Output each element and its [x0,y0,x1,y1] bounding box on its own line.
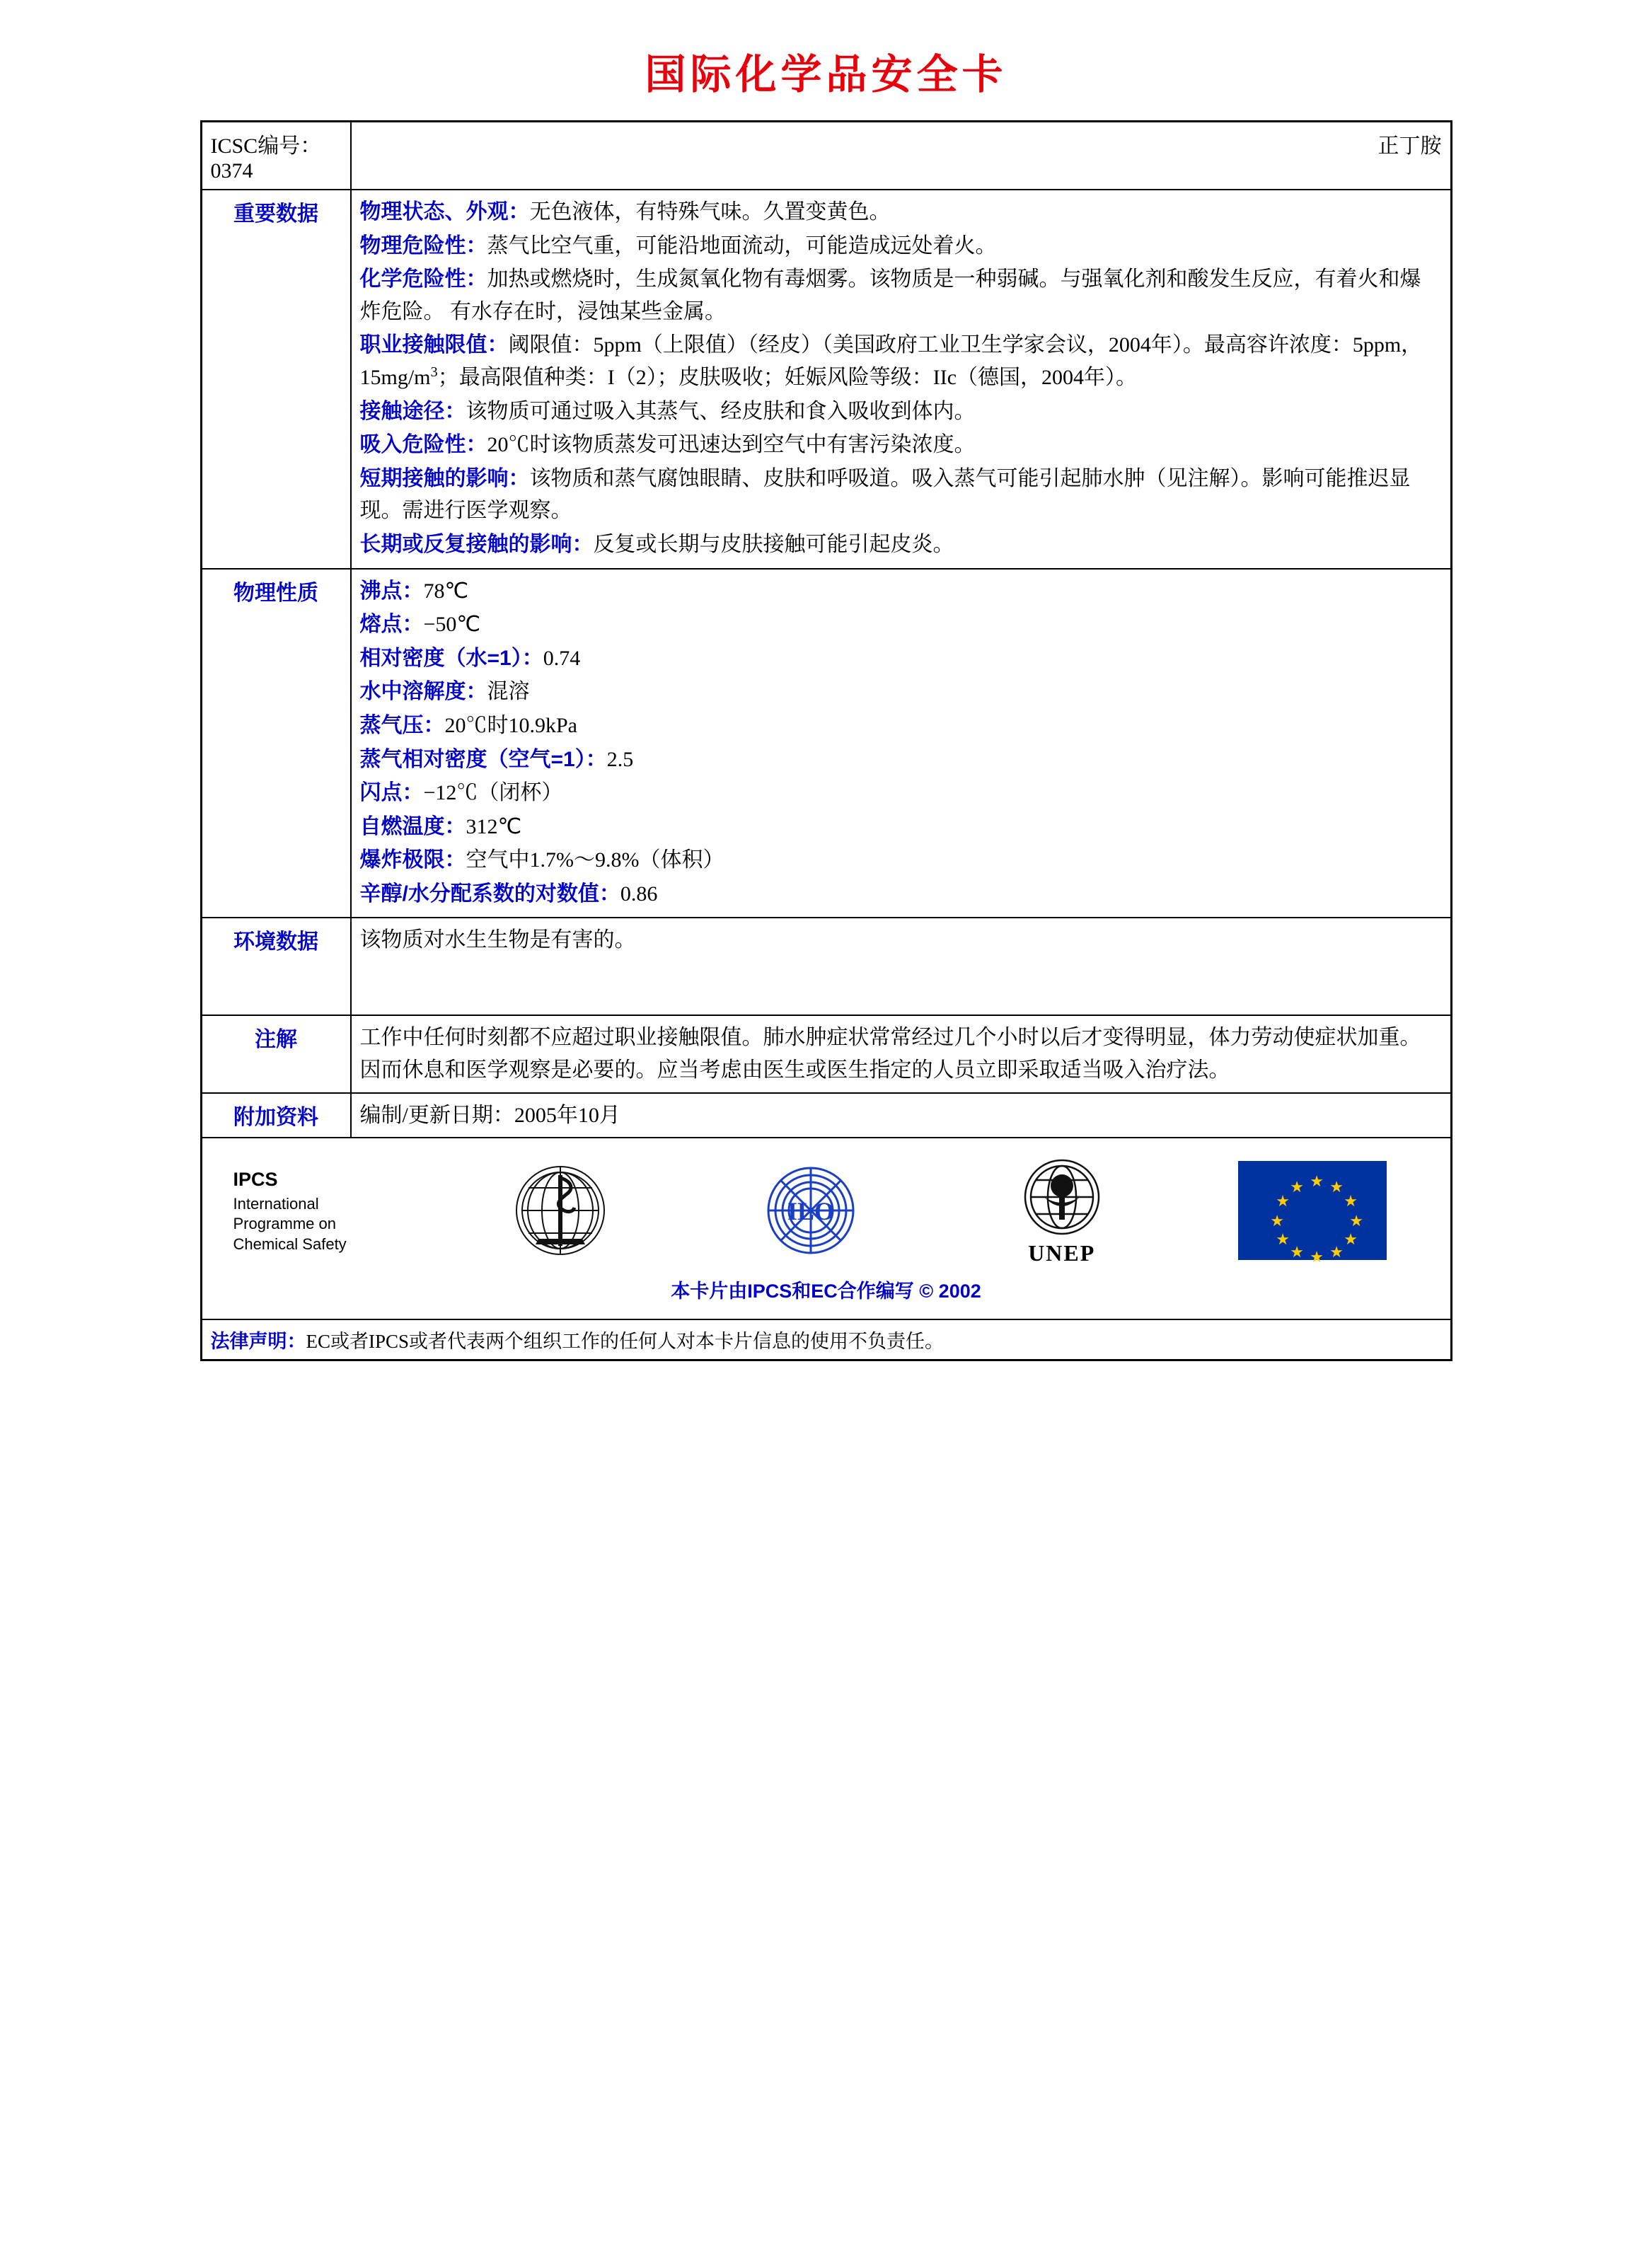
item-text: 蒸气比空气重，可能沿地面流动，可能造成远处着火。 [487,233,997,258]
credit-line: 本卡片由IPCS和EC合作编写 © 2002 [671,1281,981,1302]
item-label: 化学危险性： [359,267,487,291]
item-chemical-hazards [360,263,1442,328]
ipcs-subtitle-line3: Chemical Safety [233,1235,347,1253]
prop-label: 蒸气相对密度（空气=1）： [359,747,607,771]
ipcs-subtitle-line2: Programme on [233,1215,337,1233]
prop-value: 混溶 [487,680,530,704]
svg-text:ILO: ILO [787,1197,835,1226]
item-physical-hazards [360,230,1442,262]
item-text: 阈限值：5ppm（上限值）（经皮）（美国政府工业卫生学家会议，2004年）。最高容许浓度：5ppm，$15mg/m^3$；最高限值种类：I（2）；皮肤吸收；妊娠风险等级：IIc（德国，2004年）。 [359,333,1423,389]
prop-value: 0.74 [543,646,581,670]
page-title: 国际化学品安全卡 [645,52,1007,98]
legal-text: EC或者IPCS或者代表两个组织工作的任何人对本卡片信息的使用不负责任。 [306,1331,945,1353]
prop-relative-density [360,642,1442,675]
ipcs-subtitle-line1: International [233,1195,319,1213]
prop-value: 空气中1.7%～9.8%（体积） [466,848,724,872]
prop-label: 闪点： [359,781,424,805]
item-text: 该物质和蒸气腐蚀眼睛、皮肤和呼吸道。吸入蒸气可能引起肺水肿（见注解）。影响可能推迟显现。需进行医学观察。 [359,466,1411,523]
icsc-number: 0374 [210,159,253,183]
item-label: 职业接触限值： [359,333,509,357]
prop-melting-point [360,608,1442,641]
prop-label: 相对密度（水=1）： [359,646,543,670]
unep-logo-icon [1002,1155,1122,1243]
additional-info-content: 编制/更新日期：2005年10月 [351,1093,1450,1138]
ilo-logo-slot [689,1157,933,1264]
footer-logos-cell [202,1138,1450,1319]
environmental-data-row [202,918,1450,1015]
card-header-row [202,122,1450,190]
eu-flag-icon: ★ ★ ★ ★ ★ ★ ★ ★ ★ ★ ★ ★ [1238,1161,1387,1260]
item-text: 20℃时该物质蒸发可迅速达到空气中有害污染浓度。 [487,433,976,457]
physical-properties-row [202,569,1450,918]
prop-explosive-limits [360,844,1442,877]
prop-label: 蒸气压： [359,713,445,737]
prop-value: −12℃（闭杯） [423,781,563,805]
prop-water-solubility [360,676,1442,708]
logo-row [202,1138,1450,1319]
item-label: 长期或反复接触的影响： [359,532,594,556]
item-text: 该物质可通过吸入其蒸气、经皮肤和食入吸收到体内。 [466,399,976,423]
item-long-term-effects [360,528,1442,561]
item-label: 物理危险性： [359,233,487,258]
prop-label: 自燃温度： [359,814,466,838]
safety-card-table [202,122,1450,1359]
item-label: 接触途径： [359,399,466,423]
prop-vapour-density [360,744,1442,776]
prop-label: 爆炸极限： [359,848,466,872]
item-physical-state [360,196,1442,229]
prop-logpow [360,878,1442,911]
prop-value: 312℃ [466,814,522,838]
item-occupational-limits [360,329,1442,393]
icsc-label: ICSC编号： [210,134,322,158]
eu-flag-slot [1191,1161,1435,1266]
environmental-data-label: 环境数据 [202,918,351,1015]
ipcs-block [218,1167,432,1254]
environmental-data-content: 该物质对水生生物是有害的。 [351,918,1450,1015]
additional-info-label: 附加资料 [202,1093,351,1138]
safety-card [200,120,1452,1361]
legal-notice [202,1319,1450,1359]
item-label: 吸入危险性： [359,433,487,457]
prop-vapour-pressure [360,710,1442,742]
legal-label: 法律声明： [210,1331,306,1353]
logo-band [211,1144,1442,1271]
unep-label: UNEP [1028,1240,1096,1266]
prop-value: −50℃ [423,613,481,637]
additional-info-row [202,1093,1450,1138]
physical-properties-label: 物理性质 [202,569,351,918]
item-text: 反复或长期与皮肤接触可能引起皮炎。 [593,532,954,556]
prop-boiling-point [360,575,1442,608]
who-logo-icon [493,1154,628,1267]
item-routes-of-exposure [360,395,1442,428]
ipcs-title: IPCS [233,1168,278,1190]
ilo-logo-icon [744,1157,878,1264]
prop-value: 78℃ [423,579,469,603]
prop-value: 2.5 [606,747,634,771]
item-short-term-effects [360,463,1442,527]
notes-row [202,1015,1450,1092]
prop-label: 熔点： [359,613,424,637]
legal-row [202,1319,1450,1359]
prop-label: 辛醇/水分配系数的对数值： [359,882,620,906]
item-text: 无色液体，有特殊气味。久置变黄色。 [529,200,891,224]
item-inhalation-risk [360,429,1442,461]
prop-autoignition-temperature [360,811,1442,843]
item-text: 加热或燃烧时，生成氮氧化物有毒烟雾。该物质是一种弱碱。与强氧化剂和酸发生反应，有着火和爆炸危险。 有水存在时，浸蚀某些金属。 [359,267,1421,323]
item-label: 短期接触的影响： [359,466,530,490]
who-logo-slot [439,1154,683,1267]
prop-label: 水中溶解度： [359,680,487,704]
item-label: 物理状态、外观： [359,200,530,224]
important-data-content [351,190,1450,569]
substance-name: 正丁胺 [351,122,1450,190]
physical-properties-content [351,569,1450,918]
important-data-label: 重要数据 [202,190,351,569]
prop-label: 沸点： [359,579,424,603]
unep-logo-slot [940,1155,1184,1266]
notes-label: 注解 [202,1015,351,1092]
prop-value: 20℃时10.9kPa [444,713,577,737]
prop-value: 0.86 [620,882,658,906]
important-data-row [202,190,1450,569]
prop-flash-point [360,777,1442,809]
icsc-number-cell [202,122,351,190]
notes-content: 工作中任何时刻都不应超过职业接触限值。肺水肿症状常常经过几个小时以后才变得明显，体力劳动使症状加重。因而休息和医学观察是必要的。应当考虑由医生或医生指定的人员立即采取适当吸入治疗法。 [351,1015,1450,1092]
